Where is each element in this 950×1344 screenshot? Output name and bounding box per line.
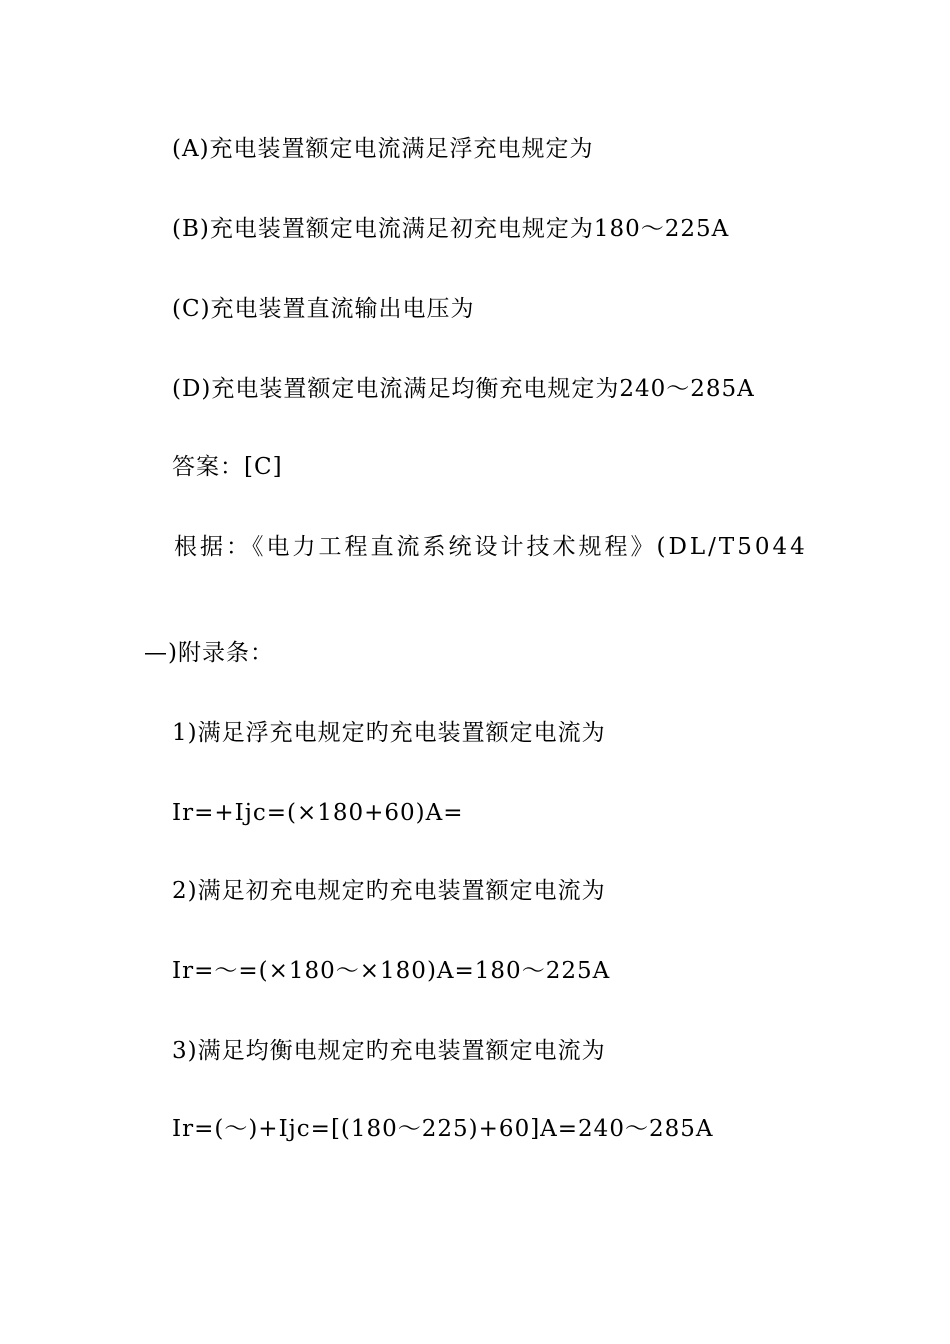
step-3-formula: Ir=(～)+Ijc=[(180～225)+60]A=240～285A bbox=[172, 1116, 714, 1142]
option-a: (A)充电装置额定电流满足浮充电规定为 bbox=[172, 136, 594, 162]
step-1-heading: 1)满足浮充电规定旳充电装置额定电流为 bbox=[172, 720, 606, 746]
option-c: (C)充电装置直流输出电压为 bbox=[172, 296, 475, 322]
step-2-heading: 2)满足初充电规定旳充电装置额定电流为 bbox=[172, 878, 606, 904]
step-3-heading: 3)满足均衡电规定旳充电装置额定电流为 bbox=[172, 1038, 606, 1064]
appendix-line: —)附录条： bbox=[144, 640, 274, 666]
basis-line: 根据：《电力工程直流系统设计技术规程》(DL/T5044 bbox=[174, 534, 808, 560]
option-d: (D)充电装置额定电流满足均衡充电规定为240～285A bbox=[172, 376, 755, 402]
step-1-formula: Ir=+Ijc=(×180+60)A= bbox=[172, 800, 464, 826]
option-b: (B)充电装置额定电流满足初充电规定为180～225A bbox=[172, 216, 730, 242]
answer-line: 答案：[C] bbox=[172, 454, 283, 480]
step-2-formula: Ir=～=(×180～×180)A=180～225A bbox=[172, 958, 611, 984]
